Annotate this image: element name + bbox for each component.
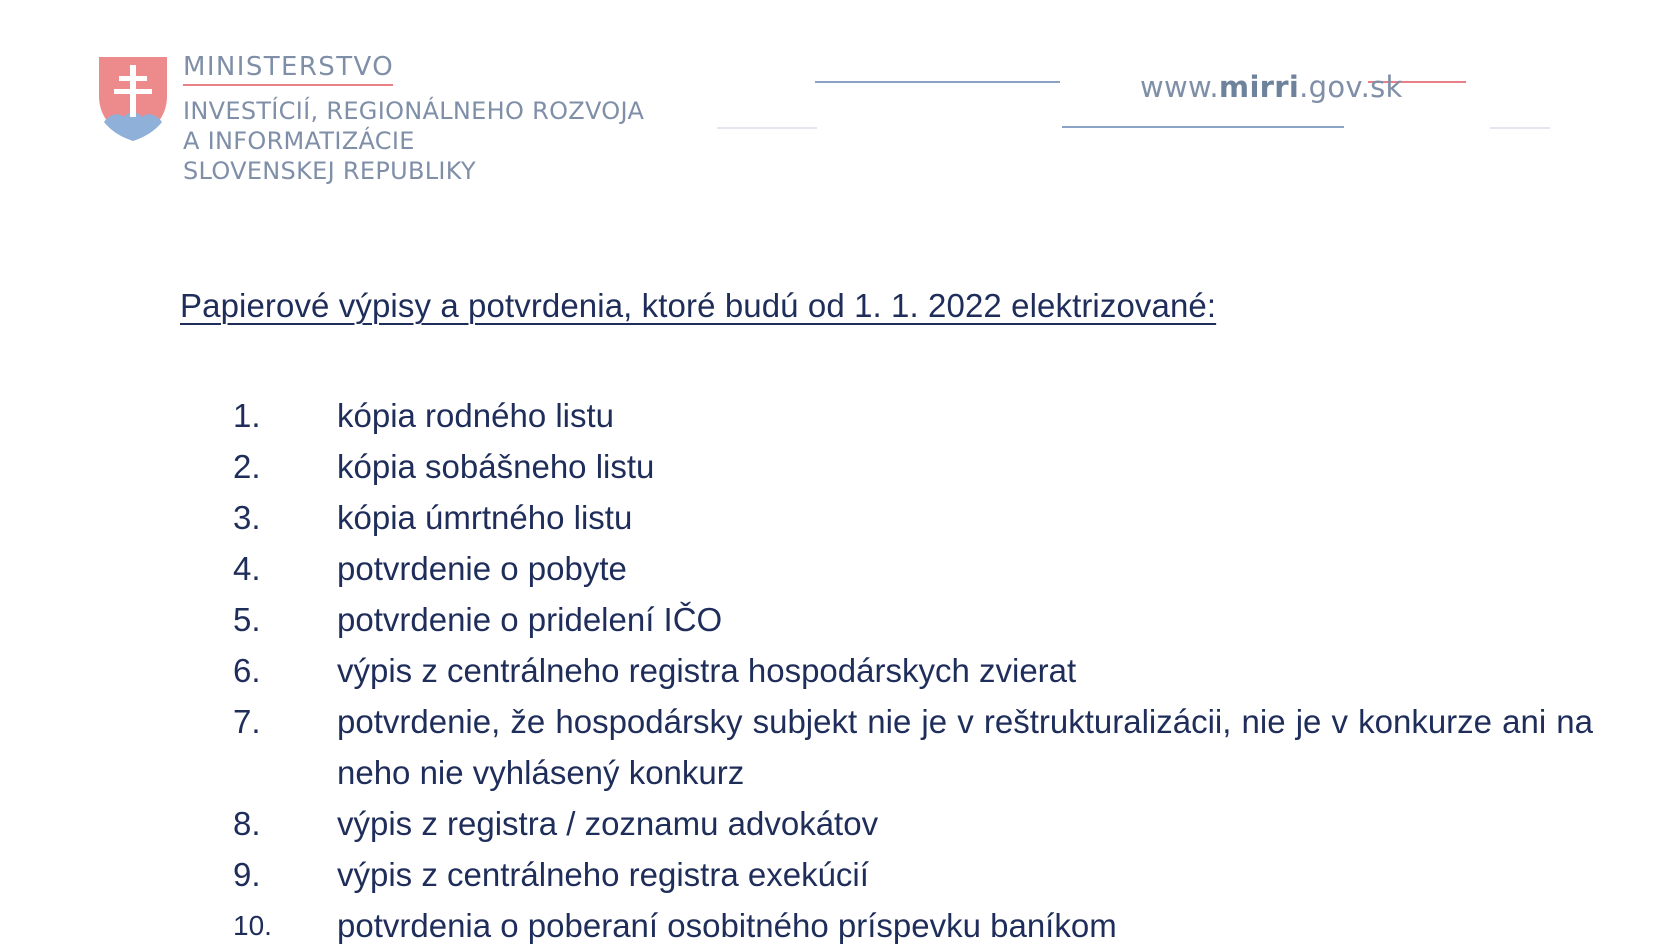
list-item <box>233 798 1593 849</box>
list-item <box>233 492 1593 543</box>
list-item-text: kópia úmrtného listu <box>337 499 633 536</box>
list-item-text: potvrdenie o pobyte <box>337 550 627 587</box>
list-item-text: kópia rodného listu <box>337 397 615 434</box>
list-item-number: 4. <box>233 550 261 587</box>
ministry-underline <box>183 84 393 86</box>
list-item-number: 7. <box>233 703 261 740</box>
header-rule-grey-left <box>717 127 817 129</box>
list-item-text: potvrdenie o pridelení IČO <box>337 601 723 638</box>
list-item <box>233 543 1593 594</box>
list-item <box>233 390 1593 441</box>
header-rule-blue-left <box>815 81 1060 83</box>
list-item-text: potvrdenie, že hospodársky subjekt nie je v reštrukturalizácii, nie je v konkurze ani na neho nie vyhlásený konkurz <box>337 703 1593 791</box>
list-item-number: 2. <box>233 448 261 485</box>
ministry-line-4: SLOVENSKEJ REPUBLIKY <box>183 157 476 185</box>
ministry-line-1: MINISTERSTVO <box>183 52 395 82</box>
list-item-number: 5. <box>233 601 261 638</box>
ministry-line-2: INVESTÍCIÍ, REGIONÁLNEHO ROZVOJA <box>183 97 645 125</box>
list-item-text: výpis z centrálneho registra exekúcií <box>337 856 869 893</box>
list-item-text: kópia sobášneho listu <box>337 448 655 485</box>
list-item <box>233 696 1593 798</box>
list-item <box>233 900 1593 951</box>
list-item-number: 3. <box>233 499 261 536</box>
list-item <box>233 645 1593 696</box>
ministry-name <box>183 51 644 186</box>
document-heading: Papierové výpisy a potvrdenia, ktoré budú od 1. 1. 2022 elektrizované: <box>180 287 1217 324</box>
list-item-number: 9. <box>233 856 261 893</box>
website-suffix: .gov.sk <box>1299 70 1403 104</box>
list-item-number: 6. <box>233 652 261 689</box>
header-rule-grey-right <box>1490 127 1550 129</box>
list-item-number: 8. <box>233 805 261 842</box>
list-item-text: výpis z registra / zoznamu advokátov <box>337 805 879 842</box>
document-list <box>233 390 1593 951</box>
list-item <box>233 594 1593 645</box>
slovak-coat-of-arms-icon <box>98 56 168 142</box>
list-item-number: 1. <box>233 397 261 434</box>
website-domain-bold: mirri <box>1218 70 1300 104</box>
header-rule-blue-under-url <box>1062 126 1344 128</box>
website-url[interactable] <box>1140 70 1403 104</box>
list-item <box>233 441 1593 492</box>
list-item <box>233 849 1593 900</box>
list-item-number: 10. <box>233 910 272 941</box>
list-item-text: výpis z centrálneho registra hospodárskych zvierat <box>337 652 1077 689</box>
website-prefix: www. <box>1140 70 1219 104</box>
ministry-line-3: A INFORMATIZÁCIE <box>183 127 415 155</box>
list-item-text: potvrdenia o poberaní osobitného príspevku baníkom <box>337 907 1117 944</box>
